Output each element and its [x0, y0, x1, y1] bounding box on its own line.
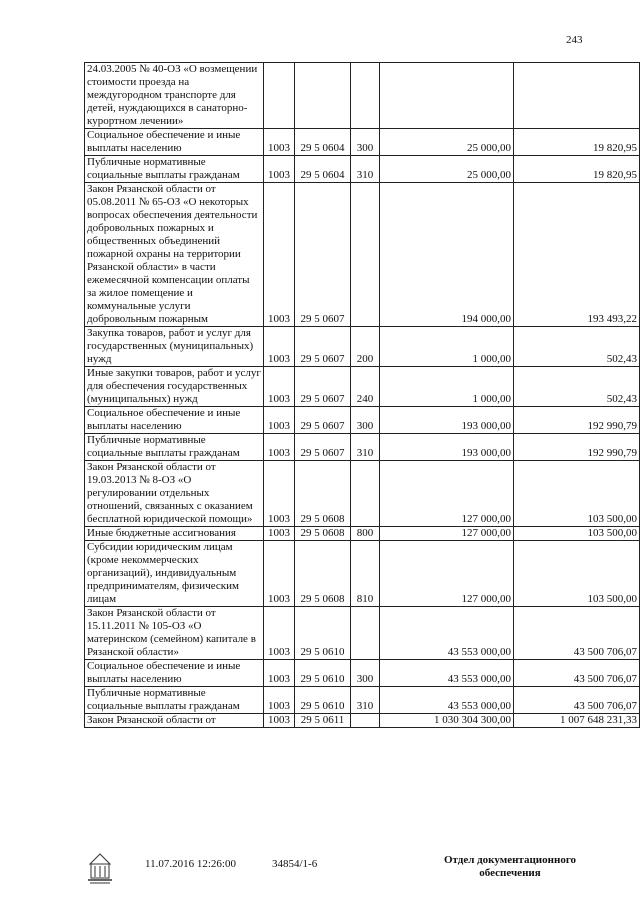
row-article: 29 5 0607: [295, 367, 351, 407]
row-section: 1003: [264, 407, 295, 434]
row-actual-amount: 192 990,79: [514, 407, 640, 434]
row-name: Публичные нормативные социальные выплаты гражданам: [85, 156, 264, 183]
table-row: [85, 183, 640, 327]
row-article: 29 5 0610: [295, 607, 351, 660]
row-expense-type: 300: [351, 660, 380, 687]
row-actual-amount: 43 500 706,07: [514, 607, 640, 660]
row-actual-amount: 19 820,95: [514, 156, 640, 183]
row-name: Публичные нормативные социальные выплаты гражданам: [85, 687, 264, 714]
row-plan-amount: 127 000,00: [380, 461, 514, 527]
row-expense-type: [351, 461, 380, 527]
table-row: [85, 367, 640, 407]
row-section: 1003: [264, 183, 295, 327]
row-actual-amount: 192 990,79: [514, 434, 640, 461]
footer-department: Отдел документационного обеспечения: [443, 854, 577, 879]
row-expense-type: 310: [351, 156, 380, 183]
footer-datetime: 11.07.2016 12:26:00: [145, 858, 236, 870]
row-plan-amount: 193 000,00: [380, 434, 514, 461]
table-row: [85, 156, 640, 183]
row-expense-type: 310: [351, 434, 380, 461]
row-article: 29 5 0611: [295, 714, 351, 728]
row-name: Закон Рязанской области от: [85, 714, 264, 728]
table-row: [85, 407, 640, 434]
table-row: [85, 129, 640, 156]
row-expense-type: 810: [351, 541, 380, 607]
row-article: 29 5 0608: [295, 461, 351, 527]
row-article: 29 5 0607: [295, 327, 351, 367]
row-actual-amount: 103 500,00: [514, 527, 640, 541]
row-actual-amount: 1 007 648 231,33: [514, 714, 640, 728]
row-name: Закупка товаров, работ и услуг для государственных (муниципальных) нужд: [85, 327, 264, 367]
table-row: [85, 63, 640, 129]
row-actual-amount: 43 500 706,07: [514, 660, 640, 687]
row-expense-type: 240: [351, 367, 380, 407]
table-row: [85, 660, 640, 687]
row-name: Субсидии юридическим лицам (кроме некоммерческих организаций), индивидуальным предпринимателям, физическим лицам: [85, 541, 264, 607]
row-name: Социальное обеспечение и иные выплаты населению: [85, 407, 264, 434]
row-plan-amount: 194 000,00: [380, 183, 514, 327]
row-plan-amount: [380, 63, 514, 129]
row-section: 1003: [264, 156, 295, 183]
row-article: 29 5 0607: [295, 183, 351, 327]
row-expense-type: 200: [351, 327, 380, 367]
row-section: 1003: [264, 327, 295, 367]
row-plan-amount: 127 000,00: [380, 541, 514, 607]
row-article: 29 5 0608: [295, 541, 351, 607]
duma-emblem-icon: [86, 850, 114, 886]
row-article: 29 5 0604: [295, 156, 351, 183]
row-article: 29 5 0610: [295, 687, 351, 714]
row-section: [264, 63, 295, 129]
row-actual-amount: 502,43: [514, 367, 640, 407]
row-plan-amount: 127 000,00: [380, 527, 514, 541]
row-name: Закон Рязанской области от 15.11.2011 № 105-ОЗ «О материнском (семейном) капитале в Рязанской области»: [85, 607, 264, 660]
row-actual-amount: 193 493,22: [514, 183, 640, 327]
table-row: [85, 461, 640, 527]
row-section: 1003: [264, 660, 295, 687]
row-actual-amount: 103 500,00: [514, 541, 640, 607]
table-row: [85, 434, 640, 461]
table-body: [85, 63, 640, 728]
row-plan-amount: 43 553 000,00: [380, 660, 514, 687]
row-actual-amount: 43 500 706,07: [514, 687, 640, 714]
table-row: [85, 327, 640, 367]
row-section: 1003: [264, 687, 295, 714]
row-name: Публичные нормативные социальные выплаты гражданам: [85, 434, 264, 461]
row-name: Закон Рязанской области от 19.03.2013 № 8-ОЗ «О регулировании отдельных отношений, связанных с оказанием бесплатной юридической помощи»: [85, 461, 264, 527]
row-plan-amount: 1 000,00: [380, 367, 514, 407]
row-plan-amount: 43 553 000,00: [380, 687, 514, 714]
row-plan-amount: 1 000,00: [380, 327, 514, 367]
row-plan-amount: 25 000,00: [380, 156, 514, 183]
row-name: Закон Рязанской области от 05.08.2011 № 65-ОЗ «О некоторых вопросах обеспечения деятельности добровольных пожарных и общественных объединений пожарной охраны на территории Рязанской области» в части ежемесячной компенсации оплаты за жилое помещение и коммунальные услуги добровольным пожарным: [85, 183, 264, 327]
row-actual-amount: [514, 63, 640, 129]
footer-doc-number: 34854/1-6: [272, 858, 318, 870]
row-section: 1003: [264, 434, 295, 461]
row-expense-type: [351, 714, 380, 728]
row-name: 24.03.2005 № 40-ОЗ «О возмещении стоимости проезда на междугородном транспорте для детей, нуждающихся в санаторно-курортном лечении»: [85, 63, 264, 129]
row-article: 29 5 0608: [295, 527, 351, 541]
row-name: Иные закупки товаров, работ и услуг для обеспечения государственных (муниципальных) нужд: [85, 367, 264, 407]
row-expense-type: [351, 183, 380, 327]
row-article: 29 5 0607: [295, 407, 351, 434]
row-expense-type: 300: [351, 129, 380, 156]
row-section: 1003: [264, 461, 295, 527]
budget-table: [84, 62, 640, 728]
row-section: 1003: [264, 714, 295, 728]
table-row: [85, 541, 640, 607]
table-row: [85, 527, 640, 541]
row-section: 1003: [264, 607, 295, 660]
row-name: Социальное обеспечение и иные выплаты населению: [85, 129, 264, 156]
row-actual-amount: 502,43: [514, 327, 640, 367]
row-expense-type: 300: [351, 407, 380, 434]
row-article: 29 5 0604: [295, 129, 351, 156]
row-name: Социальное обеспечение и иные выплаты населению: [85, 660, 264, 687]
row-actual-amount: 19 820,95: [514, 129, 640, 156]
row-section: 1003: [264, 367, 295, 407]
row-article: 29 5 0607: [295, 434, 351, 461]
row-actual-amount: 103 500,00: [514, 461, 640, 527]
row-section: 1003: [264, 527, 295, 541]
page-number: 243: [566, 34, 583, 46]
row-article: 29 5 0610: [295, 660, 351, 687]
row-plan-amount: 25 000,00: [380, 129, 514, 156]
row-plan-amount: 193 000,00: [380, 407, 514, 434]
table-row: [85, 607, 640, 660]
row-article: [295, 63, 351, 129]
row-expense-type: 310: [351, 687, 380, 714]
row-plan-amount: 43 553 000,00: [380, 607, 514, 660]
row-section: 1003: [264, 541, 295, 607]
row-expense-type: [351, 607, 380, 660]
row-plan-amount: 1 030 304 300,00: [380, 714, 514, 728]
table-row: [85, 714, 640, 728]
row-section: 1003: [264, 129, 295, 156]
page-footer: [0, 848, 640, 888]
row-expense-type: 800: [351, 527, 380, 541]
row-name: Иные бюджетные ассигнования: [85, 527, 264, 541]
table-row: [85, 687, 640, 714]
row-expense-type: [351, 63, 380, 129]
